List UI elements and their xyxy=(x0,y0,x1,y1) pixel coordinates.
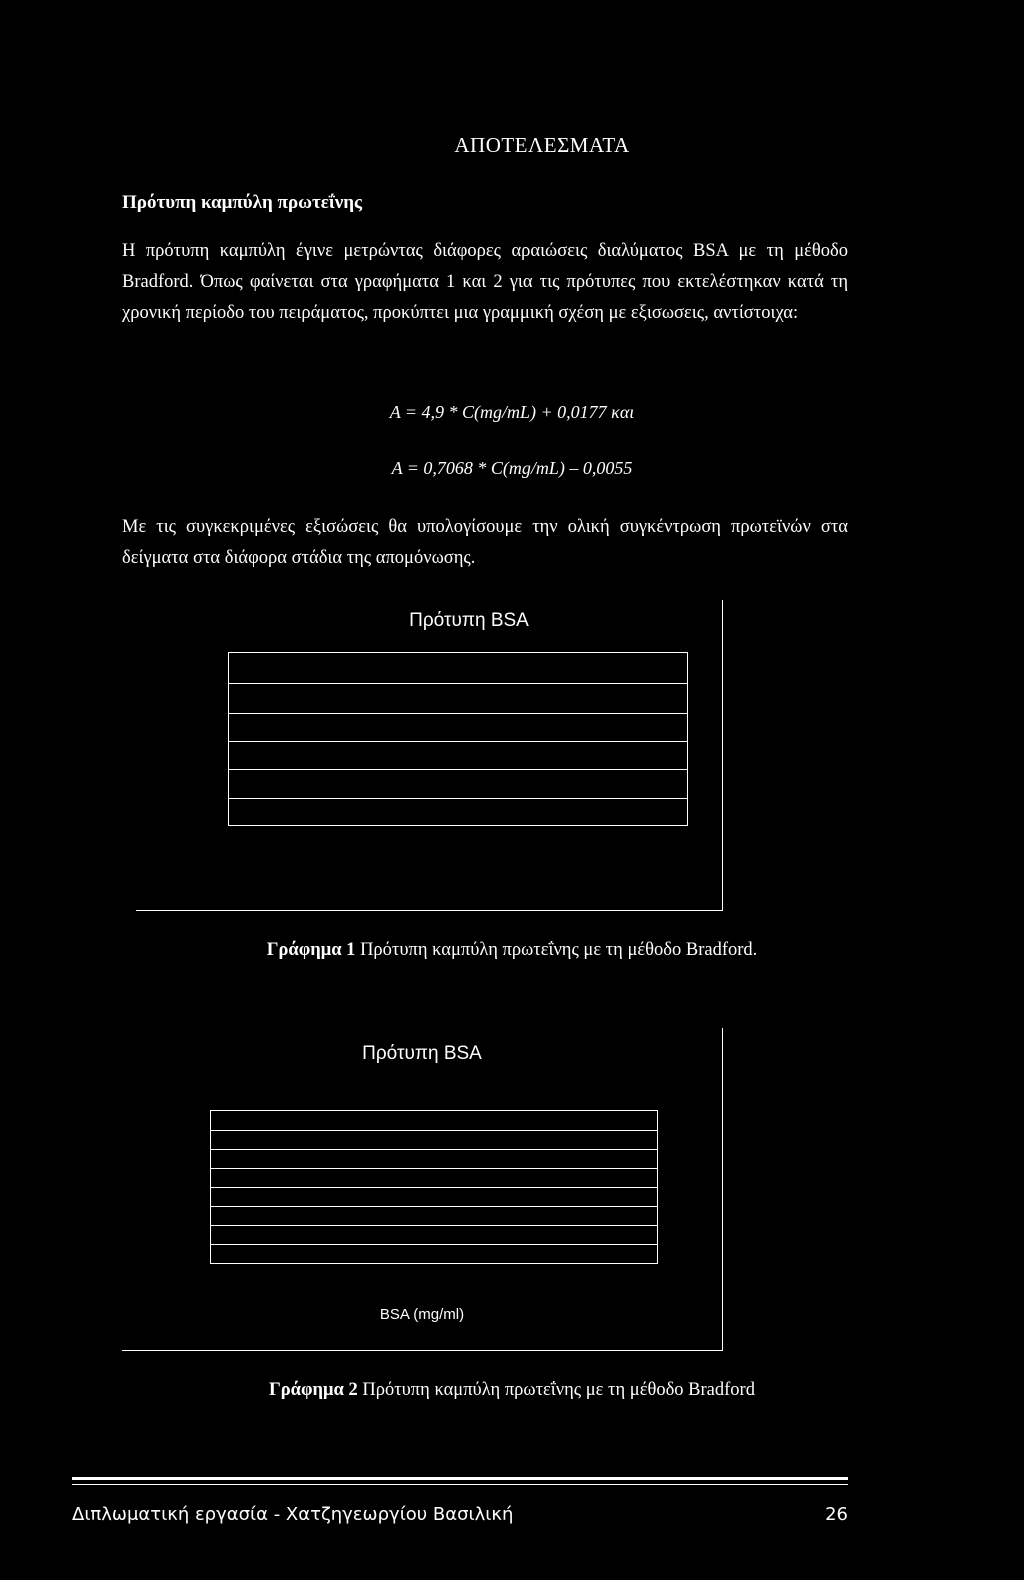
chart-1-gridline xyxy=(229,713,687,714)
intro-paragraph: Η πρότυπη καμπύλη έγινε μετρώντας διάφορες αραιώσεις διαλύματος BSA με τη μέθοδο Bradford. Όπως φαίνεται στα γραφήματα 1 και 2 για τις πρότυπες που εκτελέστηκαν κατά τη χρονική περίοδο του πειράματος, προκύπτει μια γραμμική σχέση με εξισωσεις, αντίστοιχα: xyxy=(122,241,848,323)
chart-1-title: Πρότυπη BSA xyxy=(409,610,529,631)
chart-2-gridline xyxy=(211,1130,657,1131)
chart-2-title: Πρότυπη BSA xyxy=(362,1043,482,1064)
chart-1-caption-label: Γράφημα 1 xyxy=(266,940,356,960)
chart-2-gridline xyxy=(211,1187,657,1188)
chart-2-frame xyxy=(122,1028,723,1351)
chart-2-caption-text: Πρότυπη καμπύλη πρωτεΐνης με τη μέθοδο Bradford xyxy=(357,1380,755,1400)
chart-1-caption xyxy=(0,940,1024,961)
chart-2-gridline xyxy=(211,1206,657,1207)
equation-1: A = 4,9 * C(mg/mL) + 0,0177 και xyxy=(389,402,635,422)
chart-1-gridline xyxy=(229,741,687,742)
chart-1-plot-area xyxy=(228,652,688,826)
chart-2-x-axis-label: BSA (mg/ml) xyxy=(379,1306,465,1323)
chart-2-gridline xyxy=(211,1168,657,1169)
chart-2-caption xyxy=(0,1380,1024,1401)
chart-1-gridline xyxy=(229,798,687,799)
chart-2-caption-label: Γράφημα 2 xyxy=(269,1380,358,1400)
page-heading: ΑΠΟΤΕΛΕΣΜΑΤΑ xyxy=(454,133,630,157)
footer-text: Διπλωματική εργασία - Χατζηγεωργίου Βασιλική xyxy=(72,1504,514,1525)
equations-usage-paragraph: Με τις συγκεκριμένες εξισώσεις θα υπολογίσουμε την ολική συγκέντρωση πρωτεϊνών στα δείγματα στα διάφορα στάδια της απομόνωσης. xyxy=(122,517,848,568)
equation-2: A = 0,7068 * C(mg/mL) – 0,0055 xyxy=(391,458,633,478)
chart-2-gridline xyxy=(211,1244,657,1245)
chart-1-caption-text: Πρότυπη καμπύλη πρωτεΐνης με τη μέθοδο Bradford. xyxy=(355,940,758,960)
chart-2-gridline xyxy=(211,1149,657,1150)
chart-2-plot-area xyxy=(210,1110,658,1264)
chart-1-frame xyxy=(136,600,723,911)
chart-2-gridline xyxy=(211,1225,657,1226)
section-title: Πρότυπη καμπύλη πρωτεΐνης xyxy=(122,192,363,213)
footer-rule xyxy=(72,1477,848,1480)
chart-1-gridline xyxy=(229,683,687,684)
chart-1-gridline xyxy=(229,769,687,770)
footer-rule-thin xyxy=(72,1484,848,1485)
page-number: 26 xyxy=(825,1504,848,1525)
